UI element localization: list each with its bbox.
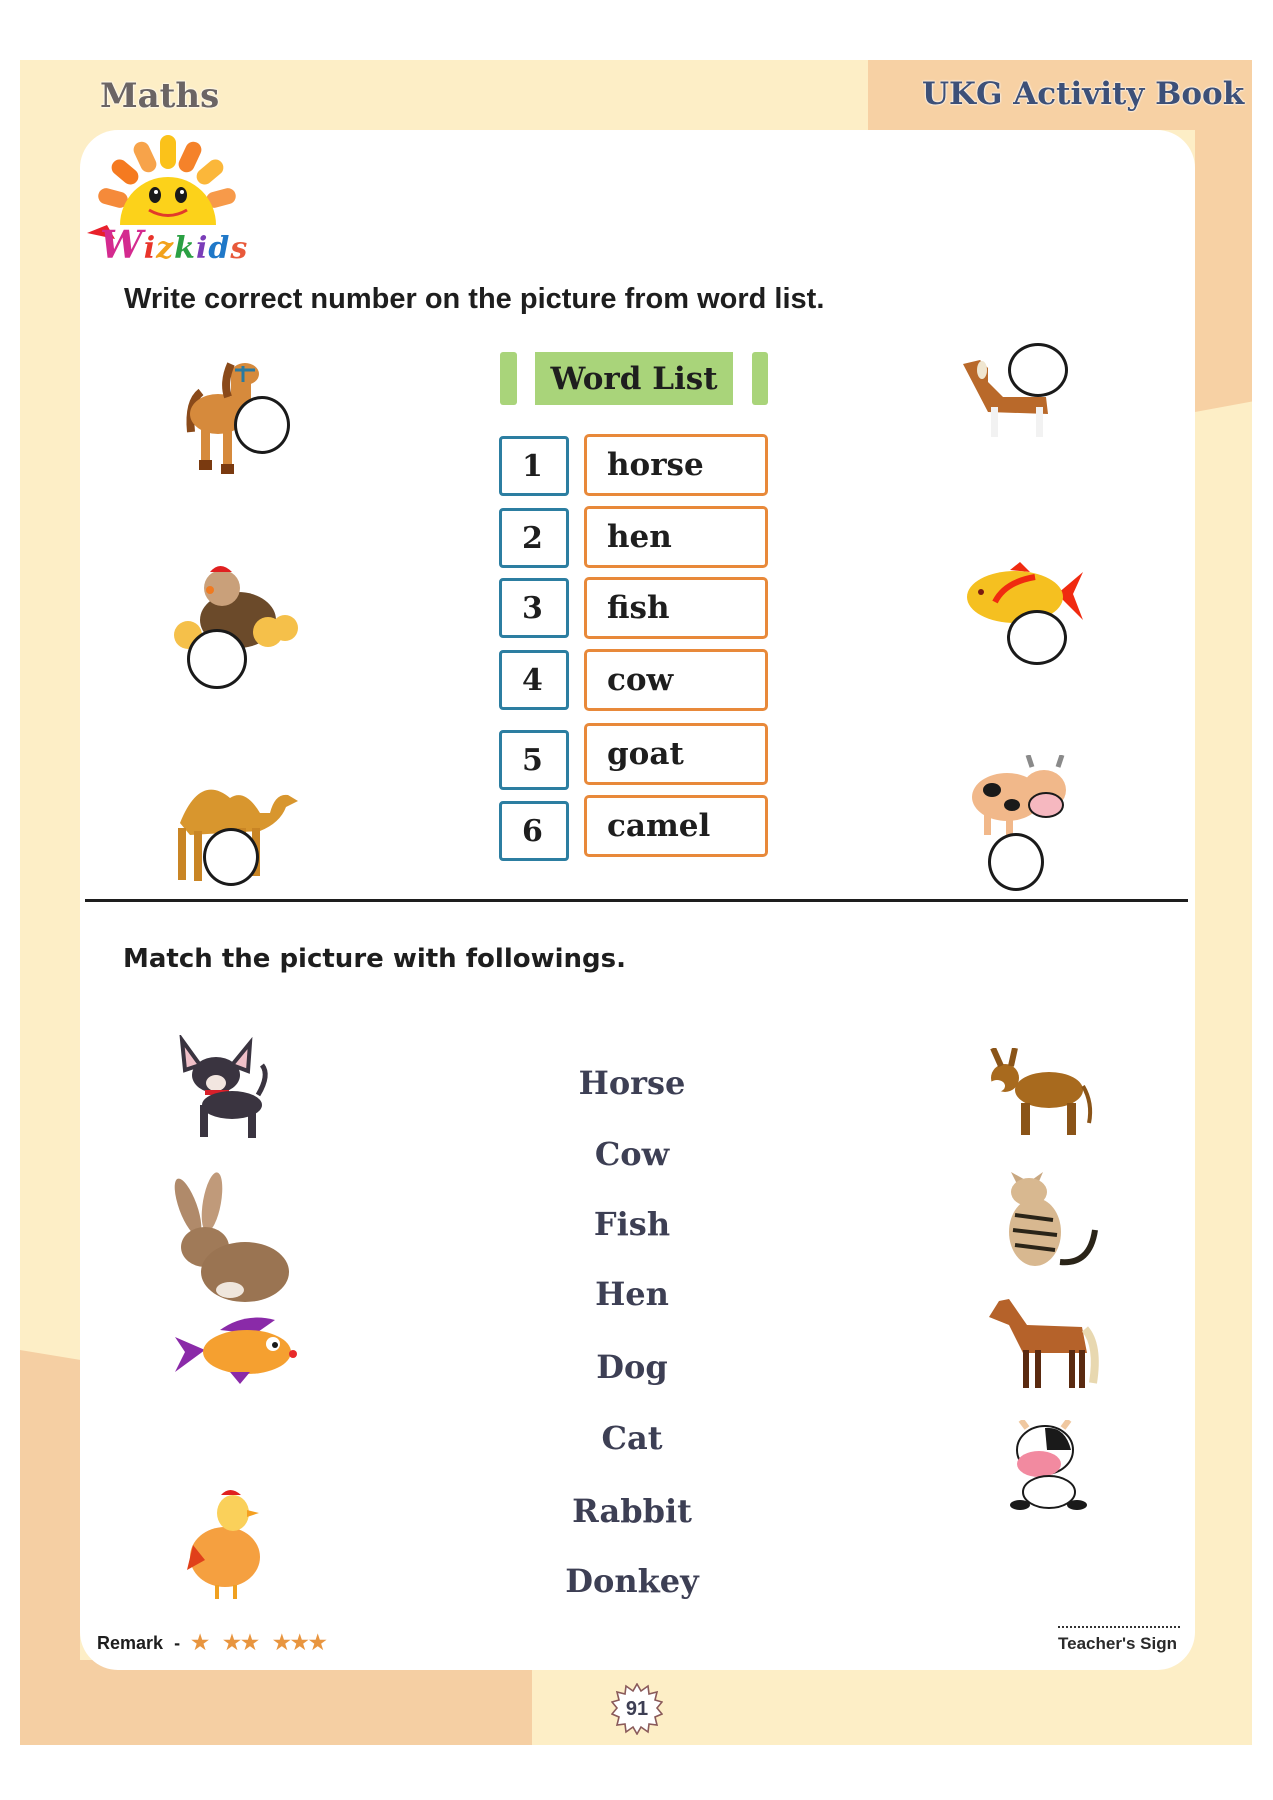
cat-picture-icon [1005, 1170, 1103, 1270]
match-word-hen[interactable]: Hen [595, 1275, 669, 1313]
rabbit-picture-icon [160, 1172, 295, 1312]
answer-circle-hen[interactable] [187, 629, 247, 689]
cow-picture-icon [962, 755, 1074, 840]
subject-title: Maths [100, 76, 220, 116]
star-rating-2-icon[interactable]: ★★ [223, 1632, 259, 1654]
teacher-sign-label: Teacher's Sign [1058, 1634, 1177, 1653]
word-fish: fish [584, 577, 768, 639]
teacher-sign-line [1058, 1626, 1180, 1628]
match-word-cow[interactable]: Cow [594, 1135, 670, 1173]
activity2-instruction: Match the picture with followings. [123, 944, 627, 974]
word-camel: camel [584, 795, 768, 857]
word-hen: hen [584, 506, 768, 568]
word-list-bar-left [500, 352, 517, 405]
word-goat: goat [584, 723, 768, 785]
word-cow: cow [584, 649, 768, 711]
word-number-6: 6 [499, 801, 569, 861]
wizkids-logo-text: Wizkids [100, 222, 249, 267]
remark-separator: - [174, 1633, 181, 1653]
star-rating-1-icon[interactable]: ★ [191, 1632, 210, 1654]
star-rating-3-icon[interactable]: ★★★ [272, 1632, 327, 1654]
footer-accent-band [20, 1660, 532, 1745]
book-title: UKG Activity Book [922, 76, 1245, 112]
dog-picture-icon [170, 1035, 278, 1143]
remark-row [97, 1630, 328, 1655]
word-number-2: 2 [499, 508, 569, 568]
match-word-horse[interactable]: Horse [578, 1064, 686, 1102]
word-number-3: 3 [499, 578, 569, 638]
match-word-fish[interactable]: Fish [593, 1205, 671, 1243]
word-list-title: Word List [535, 352, 733, 405]
word-number-4: 4 [499, 650, 569, 710]
match-word-donkey[interactable]: Donkey [565, 1562, 699, 1600]
match-word-rabbit[interactable]: Rabbit [572, 1492, 692, 1530]
horse-picture-icon [987, 1295, 1105, 1393]
page-number: 91 [625, 1697, 649, 1720]
word-number-5: 5 [499, 730, 569, 790]
hen-picture-icon [185, 1485, 270, 1603]
word-number-1: 1 [499, 436, 569, 496]
answer-circle-goat[interactable] [1008, 343, 1068, 397]
match-word-cat[interactable]: Cat [601, 1419, 663, 1457]
answer-circle-camel[interactable] [203, 828, 259, 886]
match-word-dog[interactable]: Dog [596, 1348, 668, 1386]
word-list-bar-right [752, 352, 768, 405]
side-accent-band-right [1195, 60, 1252, 412]
activity1-instruction: Write correct number on the picture from word list. [124, 283, 825, 315]
remark-label: Remark [97, 1633, 164, 1653]
cow-picture-icon [1005, 1420, 1097, 1512]
fish-picture-icon [175, 1312, 303, 1384]
answer-circle-cow[interactable] [988, 833, 1044, 891]
section-divider [85, 899, 1188, 902]
word-horse: horse [584, 434, 768, 496]
answer-circle-horse[interactable] [234, 396, 290, 454]
donkey-picture-icon [987, 1048, 1097, 1140]
answer-circle-fish[interactable] [1007, 610, 1067, 665]
